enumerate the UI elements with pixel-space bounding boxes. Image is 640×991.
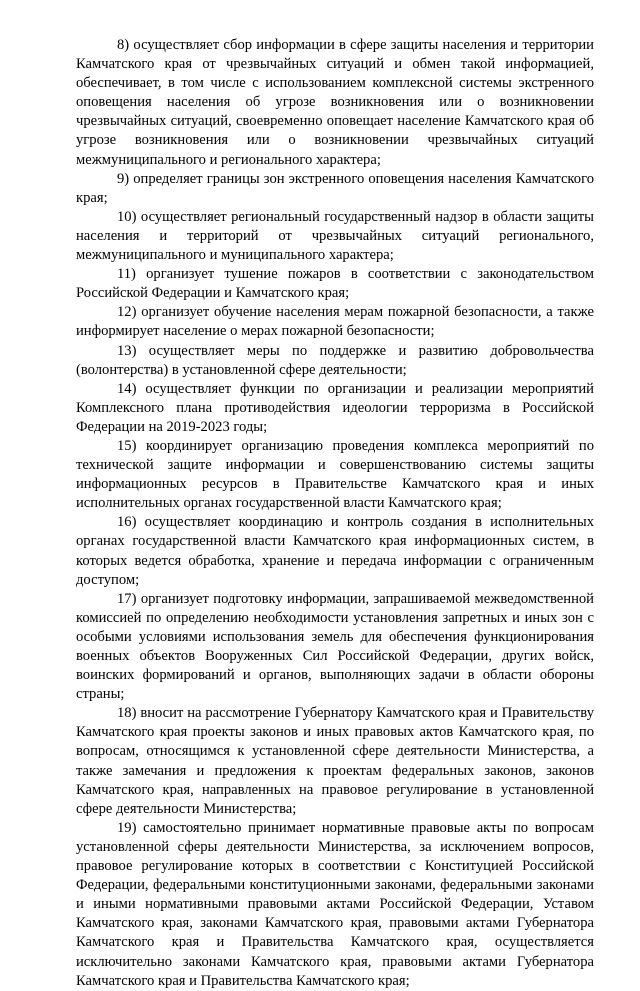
paragraph-item-8: 8) осуществляет сбор информации в сфере защиты населения и территории Камчатского края от чрезвычайных ситуаций и обмен такой информацией, обеспечивает, в том числе с использованием комплексной системы экстренного оповещения населения об угрозе возникновения или о возникновении чрезвычайных ситуаций, своевременно оповещает население Камчатского края об угрозе возникновения или о возникновении чрезвычайных ситуаций межмуниципального и регионального характера; <box>76 37 594 168</box>
paragraph-item-17: 17) организует подготовку информации, запрашиваемой межведомственной комиссией по определению необходимости установления запретных и иных зон с особыми условиями использования земель для обеспечения функционирования военных объектов Вооруженных Сил Российской Федерации, других войск, воинских формирований и органов, выполняющих задачи в области обороны страны; <box>76 590 594 703</box>
paragraph-item-18: 18) вносит на рассмотрение Губернатору Камчатского края и Правительству Камчатского края проекты законов и иных правовых актов Камчатского края, по вопросам, относящимся к установленной сфере деятельности Министерства, а также замечания и предложения к проектам федеральных законов, законов Камчатского края, направленных на правовое регулирование в установленной сфере деятельности Министерства; <box>76 705 594 817</box>
paragraph-item-19: 19) самостоятельно принимает нормативные правовые акты по вопросам установленной сферы деятельности Министерства, за исключением вопросов, правовое регулирование которых в соответствии с Конституцией Российской Федерации, федеральными конституционными законами, федеральными законами и иными нормативными правовыми актами Российской Федерации, Уставом Камчатского края, законами Камчатского края, правовыми актами Губернатора Камчатского края и Правительства Камчатского края, осуществляется исключительно законами Камчатского края, правовыми актами Губернатора Камчатского края и Правительства Камчатского края; <box>76 819 594 989</box>
paragraph-item-11: 11) организует тушение пожаров в соответствии с законодательством Российской Федерации и Камчатского края; <box>76 266 594 302</box>
paragraph-item-16: 16) осуществляет координацию и контроль создания в исполнительных органах государственной власти Камчатского края информационных систем, в которых ведется обработка, хранение и передача информации с ограниченным доступом; <box>76 514 594 588</box>
paragraph-item-9: 9) определяет границы зон экстренного оповещения населения Камчатского края; <box>76 170 594 206</box>
paragraph-item-15: 15) координирует организацию проведения комплекса мероприятий по технической защите информации и совершенствованию системы защиты информационных ресурсов в Правительстве Камчатского края и иных исполнительных органах государственной власти Камчатского края; <box>76 437 594 512</box>
document-page <box>76 36 594 991</box>
paragraph-item-12: 12) организует обучение населения мерам пожарной безопасности, а также информирует население о мерах пожарной безопасности; <box>76 304 594 340</box>
paragraph-item-13: 13) осуществляет меры по поддержке и развитию добровольчества (волонтерства) в установленной сфере деятельности; <box>76 342 594 378</box>
paragraph-item-14: 14) осуществляет функции по организации и реализации мероприятий Комплексного плана противодействия идеологии терроризма в Российской Федерации на 2019-2023 годы; <box>76 380 594 435</box>
paragraph-item-10: 10) осуществляет региональный государственный надзор в области защиты населения и территорий от чрезвычайных ситуаций регионального, межмуниципального и муниципального характера; <box>76 208 594 264</box>
